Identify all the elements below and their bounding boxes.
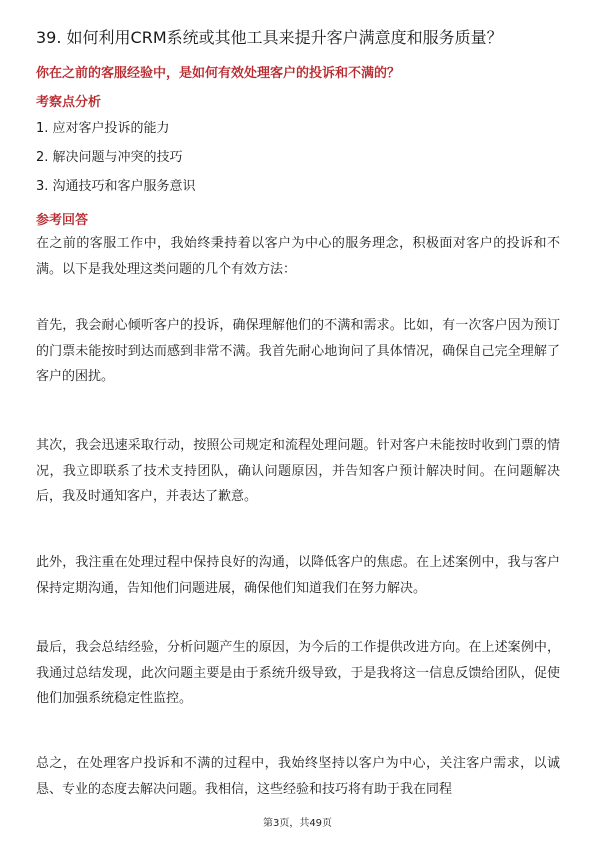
analysis-heading: 考察点分析 (36, 95, 102, 110)
answer-paragraph: 最后，我会总结经验，分析问题产生的原因，为今后的工作提供改进方向。在上述案例中，我通过总结发现，此次问题主要是由于系统升级导致，于是我将这一信息反馈给团队，促使他们加强系统稳定性监控。 (36, 640, 560, 706)
question-title: 39. 如何利用CRM系统或其他工具来提升客户满意度和服务质量？ (36, 28, 503, 47)
analysis-item: 3. 沟通技巧和客户服务意识 (36, 179, 196, 194)
answer-paragraph: 在之前的客服工作中，我始终秉持着以客户为中心的服务理念，积极面对客户的投诉和不满。以下是我处理这类问题的几个有效方法： (36, 236, 560, 277)
answer-heading: 参考回答 (36, 213, 89, 228)
question-subtitle: 你在之前的客服经验中，是如何有效处理客户的投诉和不满的？ (36, 66, 401, 81)
answer-paragraph: 此外，我注重在处理过程中保持良好的沟通，以降低客户的焦虑。在上述案例中，我与客户保持定期沟通，告知他们问题进展，确保他们知道我们在努力解决。 (36, 555, 560, 596)
analysis-item: 2. 解决问题与冲突的技巧 (36, 150, 183, 165)
answer-paragraph: 总之，在处理客户投诉和不满的过程中，我始终坚持以客户为中心，关注客户需求，以诚恳、专业的态度去解决问题。我相信，这些经验和技巧将有助于我在同程 (36, 756, 560, 797)
page-number: 第3页，共49页 (262, 818, 333, 829)
answer-paragraph: 其次，我会迅速采取行动，按照公司规定和流程处理问题。针对客户未能按时收到门票的情况，我立即联系了技术支持团队，确认问题原因，并告知客户预计解决时间。在问题解决后，我及时通知客户，并表达了歉意。 (36, 438, 560, 504)
analysis-item: 1. 应对客户投诉的能力 (36, 121, 170, 136)
answer-paragraph: 首先，我会耐心倾听客户的投诉，确保理解他们的不满和需求。比如，有一次客户因为预订的门票未能按时到达而感到非常不满。我首先耐心地询问了具体情况，确保自己完全理解了客户的困扰。 (36, 318, 560, 384)
